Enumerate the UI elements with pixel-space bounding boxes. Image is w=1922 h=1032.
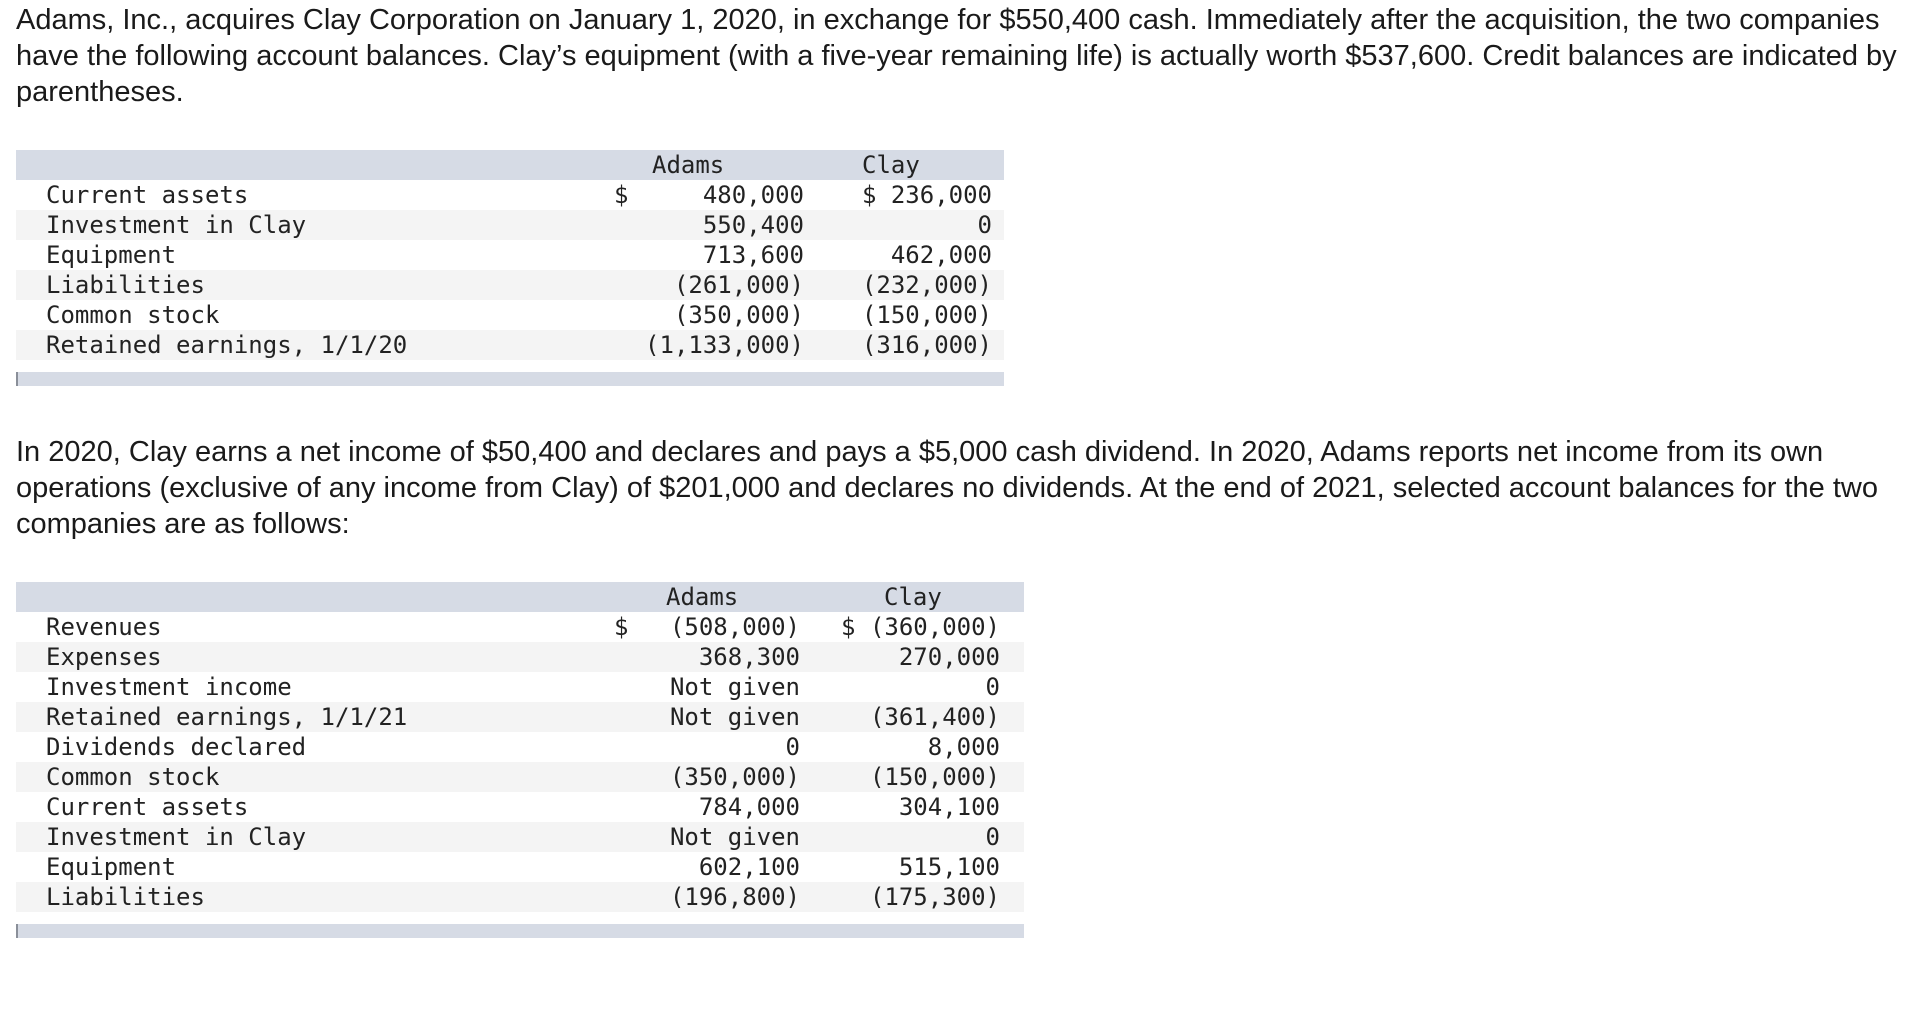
clay-value: (150,000) [861, 301, 992, 329]
adams-value: 0 [785, 733, 800, 761]
dollar-sign: $ [614, 613, 629, 641]
row-label: Investment in Clay [46, 211, 307, 239]
column-header-clay: Clay [884, 583, 942, 611]
row-label: Liabilities [46, 271, 205, 299]
clay-value: (316,000) [861, 331, 992, 359]
adams-value: (508,000) [669, 613, 800, 641]
row-label: Current assets [46, 181, 249, 209]
row-label: Common stock [46, 763, 220, 791]
row-label: Expenses [46, 643, 162, 671]
clay-value: (150,000) [869, 763, 1000, 791]
clay-value: 0 [985, 823, 1000, 851]
adams-value: 784,000 [698, 793, 800, 821]
table-header-row [16, 150, 1004, 180]
table-footer-bar [16, 924, 1024, 938]
table-row [16, 210, 1004, 240]
adams-value: Not given [669, 823, 800, 851]
clay-value: 515,100 [898, 853, 1000, 881]
middle-paragraph: In 2020, Clay earns a net income of $50,400 and declares and pays a $5,000 cash dividend. In 2020, Adams reports net income from its own operations (exclusive of any income from Clay) of $201,000 and declares no dividends. At the end of 2021, selected account balances for the two companies are as follows: [16, 436, 1878, 540]
adams-value: Not given [669, 703, 800, 731]
row-label: Revenues [46, 613, 162, 641]
adams-value: 550,400 [702, 211, 804, 239]
row-label: Liabilities [46, 883, 205, 911]
row-label: Retained earnings, 1/1/21 [46, 703, 408, 731]
table-footer-bar [16, 372, 1004, 386]
row-label: Dividends declared [46, 733, 307, 761]
clay-value: 8,000 [927, 733, 1000, 761]
table-row [16, 180, 1004, 210]
row-label: Investment income [46, 673, 292, 701]
table-row [16, 270, 1004, 300]
column-header-adams: Adams [652, 151, 725, 179]
row-label: Common stock [46, 301, 220, 329]
table-header-row [16, 582, 1024, 612]
table-row [16, 852, 1024, 882]
balances-table-2021 [16, 582, 1024, 938]
table-row [16, 672, 1024, 702]
adams-value: (350,000) [673, 301, 804, 329]
clay-value: (175,300) [869, 883, 1000, 911]
clay-value: (232,000) [861, 271, 992, 299]
balances-table-2020 [16, 150, 1004, 386]
row-label: Equipment [46, 853, 177, 881]
table-row [16, 792, 1024, 822]
table-row [16, 300, 1004, 330]
table-row [16, 702, 1024, 732]
adams-value: (1,133,000) [645, 331, 804, 359]
clay-value: 462,000 [890, 241, 992, 269]
clay-value: $ (360,000) [841, 613, 1000, 641]
row-label: Retained earnings, 1/1/20 [46, 331, 408, 359]
adams-value: 480,000 [702, 181, 804, 209]
clay-value: 0 [985, 673, 1000, 701]
table-row [16, 822, 1024, 852]
clay-value: 0 [977, 211, 992, 239]
adams-value: (261,000) [673, 271, 804, 299]
intro-paragraph: Adams, Inc., acquires Clay Corporation on January 1, 2020, in exchange for $550,400 cash. Immediately after the acquisition, the two companies have the following account balances. Clay’s equipment (with a five-year remaining life) is actually worth $537,600. Credit balances are indicated by parentheses. [16, 4, 1897, 108]
table-row [16, 882, 1024, 912]
table-row [16, 732, 1024, 762]
clay-value: (361,400) [869, 703, 1000, 731]
adams-value: 602,100 [698, 853, 800, 881]
adams-value: 368,300 [698, 643, 800, 671]
row-label: Investment in Clay [46, 823, 307, 851]
clay-value: $ 236,000 [861, 181, 992, 209]
adams-value: Not given [669, 673, 800, 701]
table-row [16, 762, 1024, 792]
table-row [16, 612, 1024, 642]
dollar-sign: $ [614, 181, 629, 209]
clay-value: 270,000 [898, 643, 1000, 671]
adams-value: (196,800) [669, 883, 800, 911]
adams-value: (350,000) [669, 763, 800, 791]
column-header-adams: Adams [666, 583, 739, 611]
row-label: Equipment [46, 241, 177, 269]
table-row [16, 330, 1004, 360]
column-header-clay: Clay [862, 151, 920, 179]
adams-value: 713,600 [702, 241, 804, 269]
table-row [16, 240, 1004, 270]
row-label: Current assets [46, 793, 249, 821]
table-row [16, 642, 1024, 672]
clay-value: 304,100 [898, 793, 1000, 821]
